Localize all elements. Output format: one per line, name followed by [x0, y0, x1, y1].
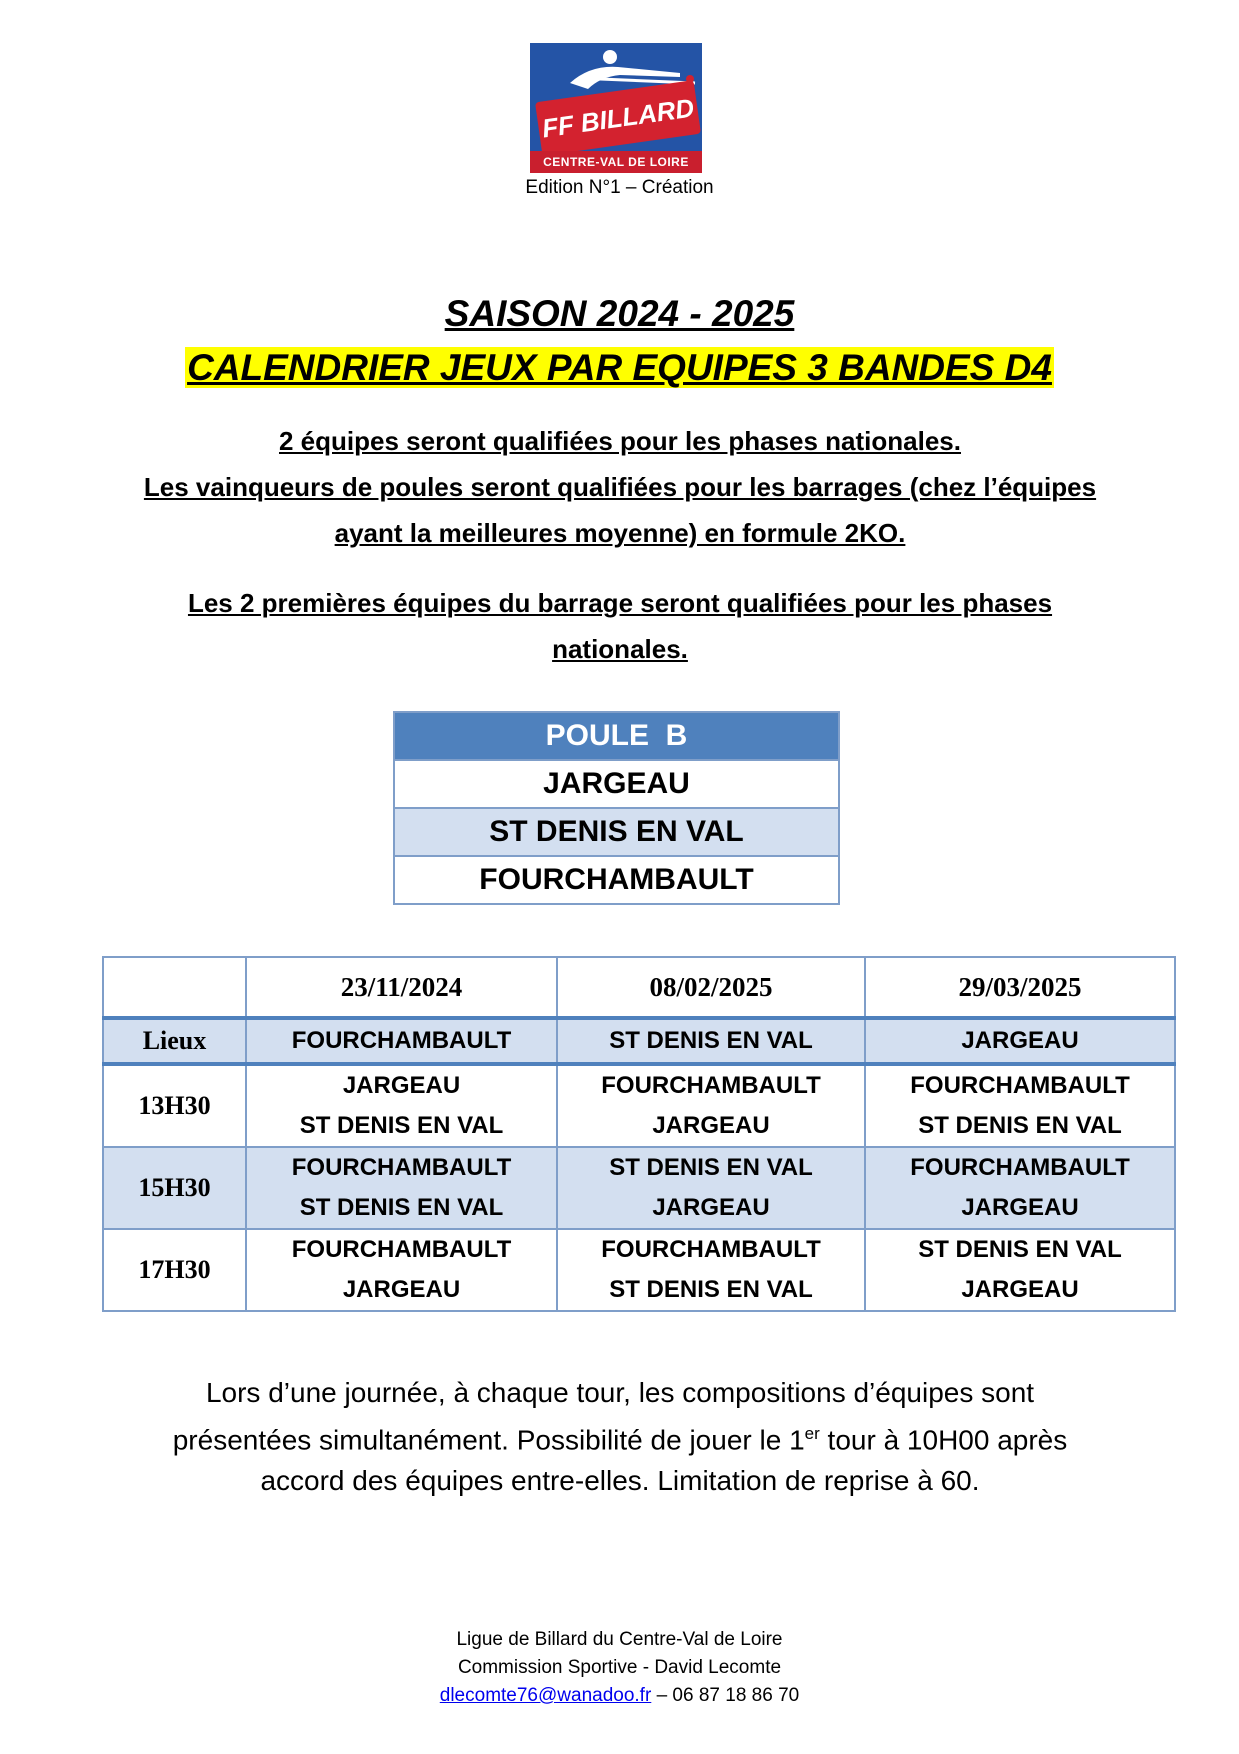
lieu-cell: JARGEAU	[865, 1018, 1175, 1064]
match-cell	[865, 1147, 1175, 1229]
match-team: FOURCHAMBAULT	[910, 1154, 1130, 1181]
match-team: ST DENIS EN VAL	[299, 1194, 504, 1221]
email-link[interactable]: dlecomte76@wanadoo.fr	[439, 1685, 652, 1706]
date-header: 23/11/2024	[246, 957, 557, 1018]
poule-team: ST DENIS EN VAL	[394, 808, 839, 856]
poule-table	[393, 711, 840, 905]
logo-region-text: CENTRE-VAL DE LOIRE	[530, 151, 702, 173]
time-slot-row	[103, 1147, 1175, 1229]
date-header: 29/03/2025	[865, 957, 1175, 1018]
match-team: JARGEAU	[961, 1194, 1079, 1221]
schedule-table	[102, 956, 1176, 1312]
match-cell	[865, 1229, 1175, 1311]
poule-team-row	[394, 760, 839, 808]
rules-note	[150, 1372, 1090, 1501]
match-team: FOURCHAMBAULT	[601, 1236, 821, 1263]
poule-header-row	[394, 712, 839, 760]
rules-note-superscript: er	[804, 1424, 820, 1443]
schedule-corner-cell	[103, 957, 246, 1018]
footer-contact	[0, 1682, 1239, 1710]
match-team: ST DENIS EN VAL	[918, 1112, 1122, 1139]
match-team: FOURCHAMBAULT	[291, 1154, 512, 1181]
lieux-row	[103, 1018, 1175, 1064]
match-cell	[557, 1147, 865, 1229]
time-slot-row	[103, 1229, 1175, 1311]
rules-note-part-1: Lors d’une journée, à chaque tour, les compositions d’équipes sont présentées simultanément. Possibilité de jouer le 1	[172, 1377, 1035, 1456]
time-slot-label: 13H30	[103, 1064, 246, 1147]
calendar-title-text: CALENDRIER JEUX PAR EQUIPES 3 BANDES D4	[187, 347, 1052, 388]
match-team: JARGEAU	[342, 1276, 461, 1303]
footer	[0, 1626, 1239, 1710]
match-team: FOURCHAMBAULT	[291, 1236, 512, 1263]
intro-paragraph	[140, 418, 1100, 556]
season-title: SAISON 2024 - 2025	[444, 293, 795, 334]
intro-line-1: 2 équipes seront qualifiées pour les phases nationales.	[279, 426, 961, 456]
match-cell	[557, 1064, 865, 1147]
footer-commission: Commission Sportive - David Lecomte	[457, 1657, 782, 1678]
match-team: JARGEAU	[961, 1276, 1079, 1303]
calendar-title	[0, 347, 1239, 389]
footer-league: Ligue de Billard du Centre-Val de Loire	[456, 1629, 783, 1650]
match-team: ST DENIS EN VAL	[609, 1276, 813, 1303]
match-team: ST DENIS EN VAL	[918, 1236, 1122, 1263]
date-header: 08/02/2025	[557, 957, 865, 1018]
match-cell	[865, 1064, 1175, 1147]
poule-team: FOURCHAMBAULT	[394, 856, 839, 904]
match-team: ST DENIS EN VAL	[299, 1112, 504, 1139]
logo-brand-text: FF BILLARD	[535, 80, 701, 156]
barrage-paragraph: Les 2 premières équipes du barrage seront qualifiées pour les phases nationales.	[187, 588, 1053, 664]
match-team: JARGEAU	[652, 1112, 770, 1139]
lieu-cell: FOURCHAMBAULT	[246, 1018, 557, 1064]
poule-team-row	[394, 808, 839, 856]
schedule-header-row	[103, 957, 1175, 1018]
phone-number: – 06 87 18 86 70	[651, 1685, 800, 1706]
intro-line-2: Les vainqueurs de poules seront qualifiées pour les barrages (chez l’équipes ayant la meilleures moyenne) en formule 2KO.	[143, 472, 1097, 548]
match-cell	[246, 1147, 557, 1229]
match-team: FOURCHAMBAULT	[910, 1072, 1130, 1099]
time-slot-label: 15H30	[103, 1147, 246, 1229]
match-team: FOURCHAMBAULT	[601, 1072, 821, 1099]
match-team: JARGEAU	[652, 1194, 770, 1221]
time-slot-label: 17H30	[103, 1229, 246, 1311]
match-team: JARGEAU	[342, 1072, 461, 1099]
match-cell	[557, 1229, 865, 1311]
lieux-label: Lieux	[103, 1018, 246, 1064]
match-team: ST DENIS EN VAL	[609, 1154, 813, 1181]
match-cell	[246, 1064, 557, 1147]
ffbillard-logo	[530, 43, 702, 173]
time-slot-row	[103, 1064, 1175, 1147]
lieu-cell: ST DENIS EN VAL	[557, 1018, 865, 1064]
edition-label: Edition N°1 – Création	[525, 177, 714, 198]
rules-note-part-2: tour à 10H00 après accord des équipes entre-elles. Limitation de reprise à 60.	[260, 1424, 1068, 1497]
match-cell	[246, 1229, 557, 1311]
poule-team: JARGEAU	[394, 760, 839, 808]
poule-team-row	[394, 856, 839, 904]
poule-name: POULE B	[394, 712, 839, 760]
